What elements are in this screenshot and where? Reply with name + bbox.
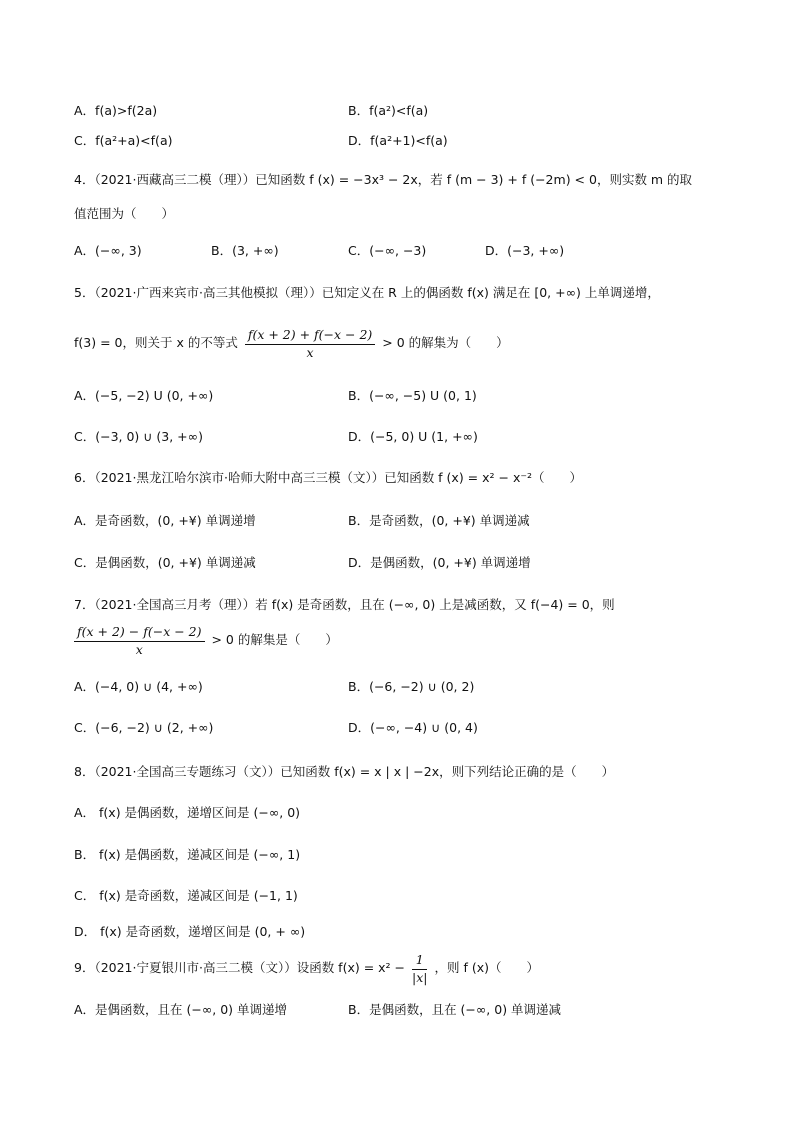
q9-fraction-numerator: 1	[412, 952, 427, 970]
q7-stem-line2	[74, 622, 338, 658]
q3-option-b: B．f(a²)<f(a)	[348, 103, 429, 118]
q5-option-c: C．(−3, 0) ∪ (3, +∞)	[74, 429, 203, 444]
q5-fraction-numerator: f(x + 2) + f(−x − 2)	[245, 327, 376, 345]
q6-option-d: D．是偶函数，(0, +¥) 单调递增	[348, 555, 531, 570]
q4-option-b: B．(3, +∞)	[211, 243, 279, 258]
q9-stem-post: ，则 f (x)（ ）	[434, 960, 539, 975]
q6-stem-line1: 6．（2021·黑龙江哈尔滨市·哈师大附中高三三模（文））已知函数 f (x) = x² − x⁻²（ ）	[74, 470, 582, 485]
q7-option-d: D．(−∞, −4) ∪ (0, 4)	[348, 720, 478, 735]
q5-stem-post: > 0 的解集为（ ）	[382, 335, 509, 350]
q4-stem-line2: 值范围为（ ）	[74, 206, 175, 221]
q5-stem-pre: f(3) = 0，则关于 x 的不等式	[74, 335, 238, 350]
q9-option-b: B．是偶函数，且在 (−∞, 0) 单调递减	[348, 1002, 562, 1017]
q7-fraction	[74, 624, 205, 658]
q9-fraction	[412, 952, 427, 986]
q5-stem-line2	[74, 325, 509, 361]
q5-fraction-denominator: x	[306, 344, 314, 360]
q7-fraction-numerator: f(x + 2) − f(−x − 2)	[74, 624, 205, 642]
q4-option-c: C．(−∞, −3)	[348, 243, 427, 258]
q5-option-b: B．(−∞, −5) U (0, 1)	[348, 388, 477, 403]
q3-option-a: A．f(a)>f(2a)	[74, 103, 158, 118]
q3-option-c: C．f(a²+a)<f(a)	[74, 133, 173, 148]
q7-option-b: B．(−6, −2) ∪ (0, 2)	[348, 679, 475, 694]
q5-fraction	[245, 327, 376, 361]
q9-option-a: A．是偶函数，且在 (−∞, 0) 单调递增	[74, 1002, 288, 1017]
q4-option-a: A．(−∞, 3)	[74, 243, 142, 258]
q7-stem-post: > 0 的解集是（ ）	[211, 632, 338, 647]
q3-option-d: D．f(a²+1)<f(a)	[348, 133, 448, 148]
q8-option-d: D． f(x) 是奇函数，递增区间是 (0, + ∞)	[74, 924, 306, 939]
q8-option-a: A． f(x) 是偶函数，递增区间是 (−∞, 0)	[74, 805, 301, 820]
q9-fraction-denominator: |x|	[412, 969, 428, 985]
q4-option-d: D．(−3, +∞)	[485, 243, 565, 258]
q6-option-c: C．是偶函数，(0, +¥) 单调递减	[74, 555, 256, 570]
q7-option-a: A．(−4, 0) ∪ (4, +∞)	[74, 679, 203, 694]
q5-option-a: A．(−5, −2) U (0, +∞)	[74, 388, 214, 403]
q6-option-a: A．是奇函数，(0, +¥) 单调递增	[74, 513, 256, 528]
q7-option-c: C．(−6, −2) ∪ (2, +∞)	[74, 720, 214, 735]
q9-stem-pre: 9．（2021·宁夏银川市·高三二模（文））设函数 f(x) = x² −	[74, 960, 406, 975]
q5-option-d: D．(−5, 0) U (1, +∞)	[348, 429, 478, 444]
q9-stem-line1	[74, 950, 539, 986]
q8-option-c: C． f(x) 是奇函数，递减区间是 (−1, 1)	[74, 888, 298, 903]
q7-stem-line1: 7．（2021·全国高三月考（理））若 f(x) 是奇函数，且在 (−∞, 0) 上是减函数，又 f(−4) = 0，则	[74, 597, 615, 612]
q8-option-b: B． f(x) 是偶函数，递减区间是 (−∞, 1)	[74, 847, 301, 862]
q6-option-b: B．是奇函数，(0, +¥) 单调递减	[348, 513, 530, 528]
q8-stem-line1: 8．（2021·全国高三专题练习（文））已知函数 f(x) = x | x | −2x，则下列结论正确的是（ ）	[74, 764, 615, 779]
q4-stem-line1: 4．（2021·西藏高三二模（理））已知函数 f (x) = −3x³ − 2x，若 f (m − 3) + f (−2m) < 0，则实数 m 的取	[74, 172, 693, 187]
q5-stem-line1: 5．（2021·广西来宾市·高三其他模拟（理））已知定义在 R 上的偶函数 f(x) 满足在 [0, +∞) 上单调递增，	[74, 285, 660, 300]
q7-fraction-denominator: x	[135, 641, 143, 657]
